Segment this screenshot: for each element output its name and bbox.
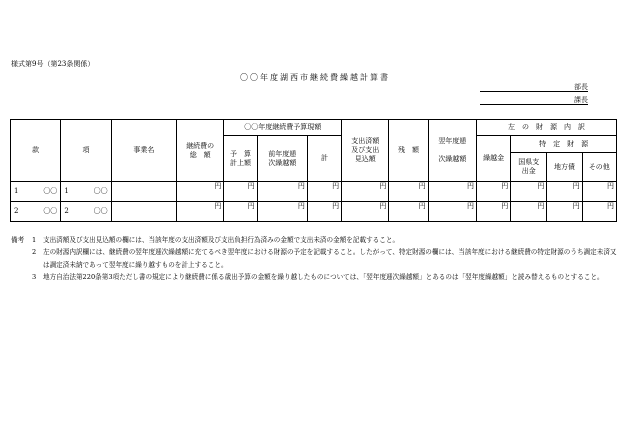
header-local-bonds: 地方債 [547,153,582,182]
header-text: 見込額 [354,154,376,163]
header-expenditure [342,120,389,182]
header-funding-breakdown: 左 の 財 源 内 訳 [476,120,616,136]
prior-carryover-cell[interactable]: 円 [257,202,307,222]
remaining-cell[interactable]: 円 [389,202,428,222]
header-continuing-total [177,120,224,182]
project-name-cell[interactable] [111,182,176,202]
header-specific-funds: 特 定 財 源 [511,136,617,153]
continuing-total-cell[interactable]: 円 [177,182,224,202]
header-text: 継続費の [186,141,215,150]
budget-amount-cell[interactable]: 円 [224,202,257,222]
national-prefectural-cell[interactable]: 円 [511,202,547,222]
header-budget-amount [224,136,257,182]
header-text: 及び支出 [351,146,380,155]
header-text: 総 額 [189,150,211,159]
kou-number: 2 [61,202,89,222]
expenditure-cell[interactable]: 円 [342,182,389,202]
total-cell[interactable]: 円 [307,182,341,202]
table-row [11,182,617,202]
other-cell[interactable]: 円 [582,202,616,222]
budget-amount-cell[interactable]: 円 [224,182,257,202]
total-cell[interactable]: 円 [307,202,341,222]
continuing-total-cell[interactable]: 円 [177,202,224,222]
kan-name: 〇〇 [39,202,61,222]
prior-carryover-cell[interactable]: 円 [257,182,307,202]
carryover-funds-cell[interactable]: 円 [476,182,510,202]
carryover-table [10,119,617,222]
note-number: 1 [32,236,37,244]
national-prefectural-cell[interactable]: 円 [511,182,547,202]
note-number: 2 [32,248,37,257]
kou-number: 1 [61,182,89,202]
signature-line [480,104,588,105]
form-number: 様式第9号（第23条関係） [11,60,95,68]
note-text: 左の財源内訳欄には、継続費の翌年度逓次繰越額に充てるべき翌年度における財源の予定を記載すること。したがって、特定財源の欄には、当該年度における継続費の特定財源のうち調定未済又は調定済未納であって翌年度に繰り越すものを計上すること。 [43,248,617,269]
note-text: 地方自治法第220条第3項ただし書の規定により継続費に係る歳出予算の金額を繰り越したものについては、「翌年度逓次繰越額」とあるのは「翌年度繰越額」と読み替えるものとすること。 [43,272,604,281]
header-text: 翌年度逓 [438,137,467,146]
header-text: 次繰越額 [268,158,297,167]
header-prior-carryover [257,136,307,182]
header-text: 計上額 [229,158,251,167]
local-bonds-cell[interactable]: 円 [547,202,582,222]
header-kan: 款 [11,120,61,182]
notes-section [11,234,621,283]
header-text: 次繰越額 [438,155,467,163]
header-text: 予 算 [229,149,251,158]
remaining-cell[interactable]: 円 [389,182,428,202]
kan-name: 〇〇 [39,182,61,202]
header-budget-group: 〇〇年度継続費予算現額 [224,120,342,136]
kou-name: 〇〇 [89,182,111,202]
header-text: 国県支 [518,158,540,167]
expenditure-cell[interactable]: 円 [342,202,389,222]
header-total: 計 [307,136,341,182]
signature-line [480,91,588,92]
note-number: 3 [32,272,37,281]
local-bonds-cell[interactable]: 円 [547,182,582,202]
note-item [11,271,621,283]
header-national-prefectural [511,153,547,182]
other-cell[interactable]: 円 [582,182,616,202]
header-remaining: 残 額 [389,120,428,182]
header-text: 出金 [521,167,536,175]
header-project-name: 事業名 [111,120,176,182]
carryover-funds-cell[interactable]: 円 [476,202,510,222]
next-year-carryover-cell[interactable]: 円 [428,182,476,202]
document-title: 〇〇年度湖西市継続費繰越計算書 [240,73,390,82]
note-item [11,234,621,246]
header-text: 前年度逓 [268,149,297,158]
approval-label-bucho: 部長 [574,83,588,91]
table-row [11,202,617,222]
approval-department-head [480,82,588,92]
note-item [11,246,621,271]
header-other: その他 [582,153,616,182]
header-next-year-carryover [428,120,476,182]
kou-name: 〇〇 [89,202,111,222]
approval-section-head [480,95,588,105]
project-name-cell[interactable] [111,202,176,222]
kan-number: 2 [11,202,39,222]
notes-label: 備考 [11,236,25,244]
header-text: 支出済額 [351,137,380,146]
next-year-carryover-cell[interactable]: 円 [428,202,476,222]
kan-number: 1 [11,182,39,202]
note-text: 支出済額及び支出見込額の欄には、当該年度の支出済額及び支出負担行為済みの金額で支出未済の金額を記載すること。 [43,236,400,244]
approval-label-kacho: 課長 [574,96,588,104]
header-kou: 項 [61,120,111,182]
header-carryover-funds: 繰越金 [476,136,510,182]
